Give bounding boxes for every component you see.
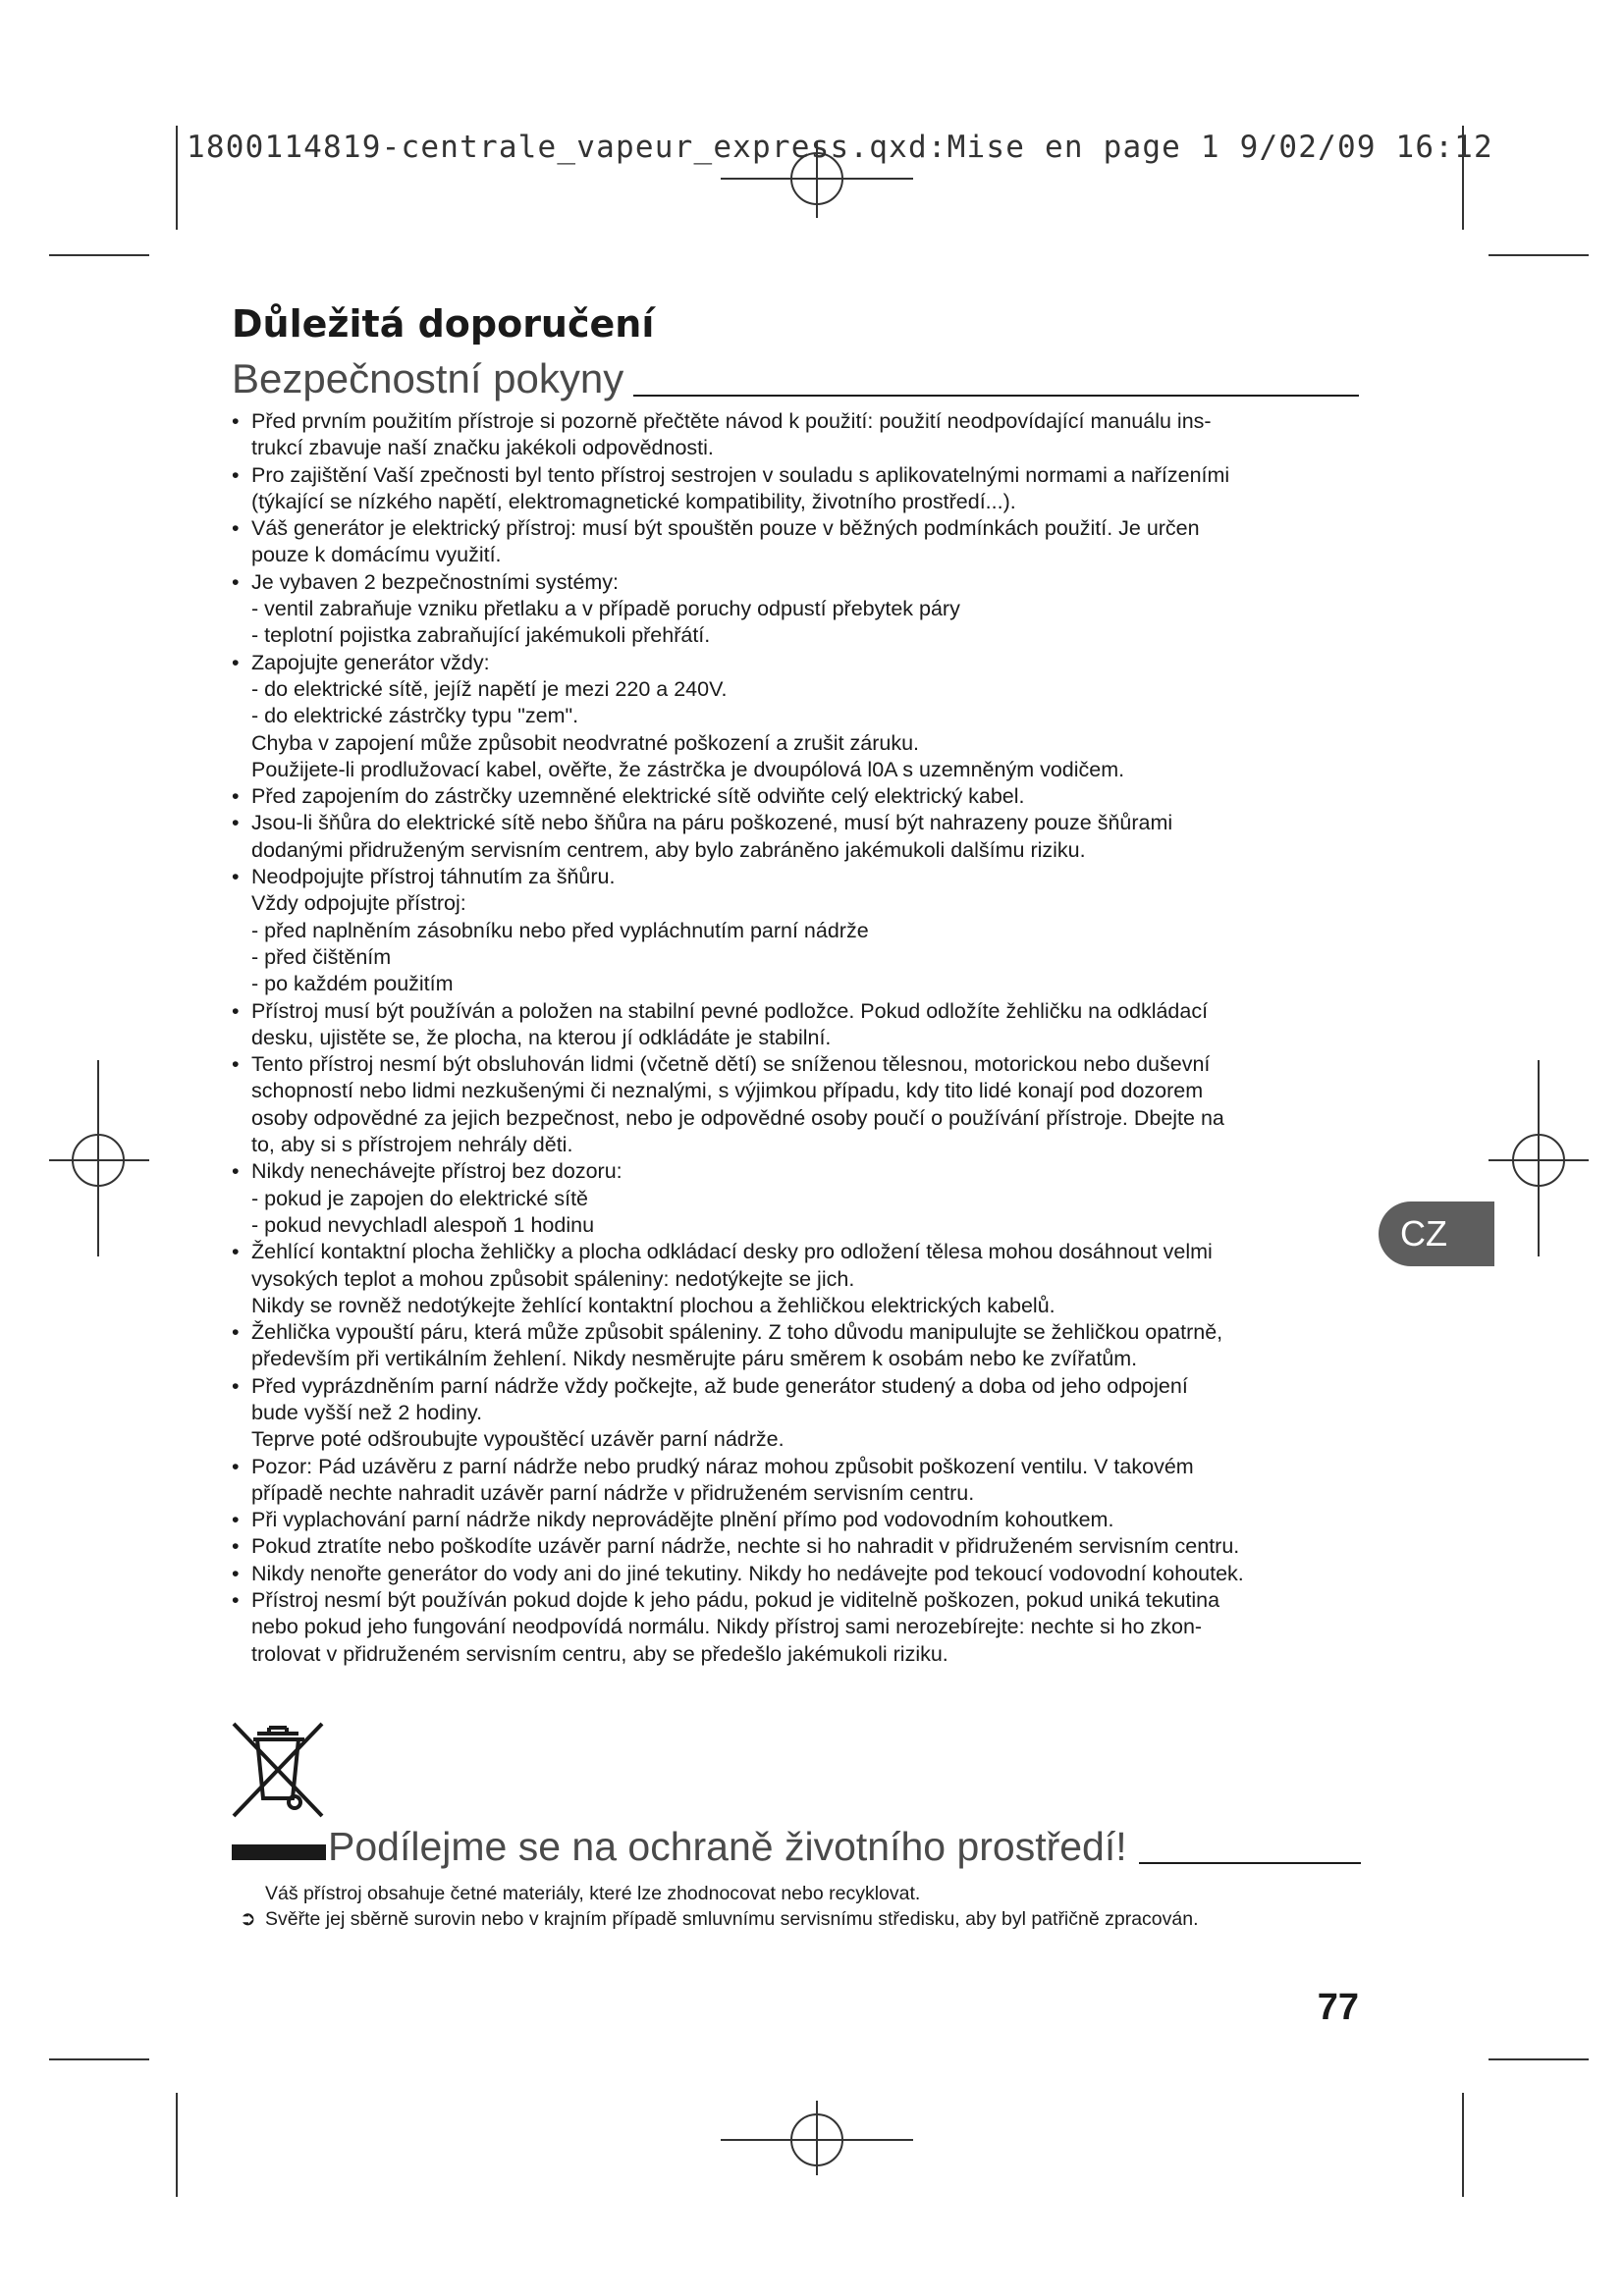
text-line: Použijete-li prodlužovací kabel, ověřte, že zástrčka je dvoupólová l0A s uzemněným vodičem. (251, 757, 1125, 781)
environment-line-text: Svěřte jej sběrně surovin nebo v krajním případě smluvnímu servisnímu středisku, aby byl patřičně zpracován. (265, 1908, 1199, 1930)
bullet-line: • Váš generátor je elektrický přístroj: musí být spouštěn pouze v běžných podmínkách použití. Je určen (232, 515, 1361, 542)
bullet-line: • Je vybaven 2 bezpečnostními systémy: (232, 569, 1361, 596)
text-line: - pokud nevychladl alespoň 1 hodinu (251, 1212, 595, 1237)
text-line: nebo pokud jeho fungování neodpovídá normálu. Nikdy přístroj sami nerozebírejte: nechte si ho zkon- (251, 1615, 1203, 1639)
text-line: - pokud je zapojen do elektrické sítě (251, 1186, 589, 1210)
bullet-line: • Před prvním použitím přístroje si pozorně přečtěte návod k použití: použití neodpovídající manuálu ins- (232, 408, 1361, 435)
crossed-out-wheelie-bin-icon (230, 1720, 326, 1820)
text-line: především při vertikálním žehlení. Nikdy nesměrujte páru směrem k osobám nebo ke zvířatům. (251, 1347, 1138, 1371)
bullet-line: • Přístroj musí být používán a položen na stabilní pevné podložce. Pokud odložíte žehličku na odkládací (232, 998, 1361, 1025)
environment-heading-row (328, 1820, 1361, 1873)
text-line: pouze k domácímu využití. (251, 543, 502, 567)
bullet-line: • Tento přístroj nesmí být obsluhován lidmi (včetně dětí) se sníženou tělesnou, motorickou nebo duševní (232, 1051, 1361, 1078)
text-line: vysokých teplot a mohou způsobit spáleniny: nedotýkejte se jich. (251, 1266, 855, 1291)
section-heading-row (232, 355, 1359, 402)
text-line: trolovat v přidruženém servisním centru, aby se předešlo jakémukoli riziku. (251, 1641, 948, 1666)
text-line: Nikdy se rovněž nedotýkejte žehlící kontaktní plochou a žehličkou elektrických kabelů. (251, 1293, 1056, 1317)
bullet-line: • Zapojujte generátor vždy: (232, 650, 1361, 676)
bullet-line: • Nikdy nenořte generátor do vody ani do jiné tekutiny. Nikdy ho nedávejte pod tekoucí vodovodní kohoutek. (232, 1561, 1361, 1587)
text-line: - před čištěním (251, 944, 392, 969)
text-line: - teplotní pojistka zabraňující jakémukoli přehřátí. (251, 623, 711, 648)
bullet-line: • Pro zajištění Vaší zpečnosti byl tento přístroj sestrojen v souladu s aplikovatelnými normami a nařízeními (232, 462, 1361, 489)
environment-heading-rule (1139, 1862, 1361, 1864)
environment-line: Váš přístroj obsahuje četné materiály, které lze zhodnocovat nebo recyklovat. (265, 1883, 921, 1904)
text-line: osoby odpovědné za jejich bezpečnost, nebo je odpovědné osoby poučí o používání přístroje. Dbejte na (251, 1105, 1224, 1130)
environment-line-arrow (240, 1906, 1369, 1932)
safety-instructions (232, 408, 1361, 1668)
bullet-line: • Před zapojením do zástrčky uzemněné elektrické sítě odviňte celý elektrický kabel. (232, 783, 1361, 810)
section-heading: Bezpečnostní pokyny (232, 355, 624, 401)
text-line: bude vyšší než 2 hodiny. (251, 1400, 483, 1424)
bullet-line: • Přístroj nesmí být používán pokud dojde k jeho pádu, pokud je viditelně poškozen, pokud uniká tekutina (232, 1587, 1361, 1614)
text-line: schopností nebo lidmi nezkušenými či neznalými, s výjimkou případu, kdy tito lidé konají pod dozorem (251, 1079, 1204, 1103)
bullet-line: • Jsou-li šňůra do elektrické sítě nebo šňůra na páru poškozené, musí být nahrazeny pouze šňůrami (232, 810, 1361, 836)
environment-heading: Podílejme se na ochraně životního prostředí! (328, 1824, 1127, 1869)
file-slug-header: 1800114819-centrale_vapeur_express.qxd:Mise en page 1 9/02/09 16:12 (187, 130, 1493, 165)
text-line: Teprve poté odšroubujte vypouštěcí uzávěr parní nádrže. (251, 1427, 785, 1452)
text-line: - před naplněním zásobníku nebo před vypláchnutím parní nádrže (251, 918, 869, 942)
bullet-line: • Před vyprázdněním parní nádrže vždy počkejte, až bude generátor studený a doba od jeho odpojení (232, 1373, 1361, 1400)
language-tab: CZ (1379, 1201, 1494, 1266)
text-line: Vždy odpojujte přístroj: (251, 891, 466, 916)
text-line: (týkající se nízkého napětí, elektromagnetické kompatibility, životního prostředí...). (251, 489, 1016, 513)
text-line: dodanými přidruženým servisním centrem, aby bylo zabráněno jakémukoli dalšímu riziku. (251, 837, 1086, 862)
heading-rule (633, 395, 1359, 397)
page-number: 77 (1317, 1987, 1359, 2028)
text-line: případě nechte nahradit uzávěr parní nádrže v přidruženém servisním centru. (251, 1480, 975, 1505)
text-line: - ventil zabraňuje vzniku přetlaku a v případě poruchy odpustí přebytek páry (251, 597, 960, 621)
text-line: - do elektrické zástrčky typu "zem". (251, 704, 579, 728)
arrow-right-icon: ➲ (240, 1908, 256, 1930)
text-line: Chyba v zapojení může způsobit neodvratné poškození a zrušit záruku. (251, 730, 920, 755)
text-line: trukcí zbavuje naší značku jakékoli odpovědnosti. (251, 436, 714, 460)
bullet-line: • Pozor: Pád uzávěru z parní nádrže nebo prudký náraz mohou způsobit poškození ventilu. V takovém (232, 1454, 1361, 1480)
text-line: to, aby si s přístrojem nehrály děti. (251, 1133, 573, 1157)
page-title: Důležitá doporučení (232, 302, 655, 346)
text-line: - po každém použitím (251, 972, 454, 996)
environment-heading-bar (232, 1844, 326, 1860)
bullet-line: • Žehlička vypouští páru, která může způsobit spáleniny. Z toho důvodu manipulujte se žehličkou opatrně, (232, 1319, 1361, 1346)
bullet-line: • Pokud ztratíte nebo poškodíte uzávěr parní nádrže, nechte si ho nahradit v přidruženém servisním centru. (232, 1533, 1361, 1560)
bullet-line: • Žehlící kontaktní plocha žehličky a plocha odkládací desky pro odložení tělesa mohou dosáhnout velmi (232, 1239, 1361, 1265)
text-line: - do elektrické sítě, jejíž napětí je mezi 220 a 240V. (251, 676, 728, 701)
environment-text (240, 1881, 1369, 1932)
text-line: desku, ujistěte se, že plocha, na kterou jí odkládáte je stabilní. (251, 1025, 832, 1049)
bullet-line: • Při vyplachování parní nádrže nikdy neprovádějte plnění přímo pod vodovodním kohoutkem. (232, 1507, 1361, 1533)
bullet-line: • Neodpojujte přístroj táhnutím za šňůru. (232, 864, 1361, 890)
bullet-line: • Nikdy nenechávejte přístroj bez dozoru: (232, 1158, 1361, 1185)
